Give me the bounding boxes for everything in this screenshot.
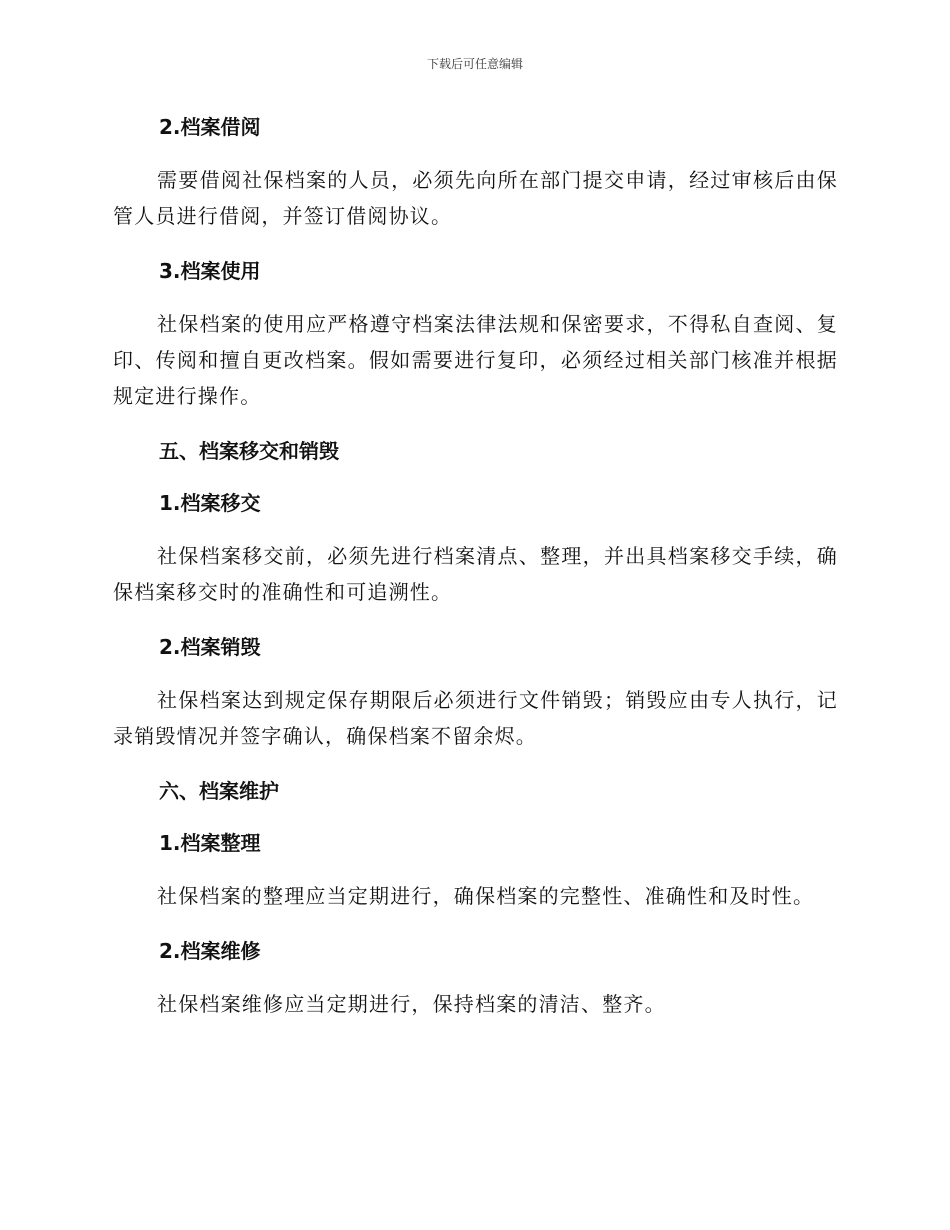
section-paragraph: 社保档案的整理应当定期进行，确保档案的完整性、准确性和及时性。 — [157, 884, 815, 908]
chapter-heading: 五、档案移交和销毁 — [159, 439, 339, 463]
section-heading: 2.档案销毁 — [159, 635, 261, 659]
section-heading: 3.档案使用 — [159, 259, 261, 283]
section-paragraph: 社保档案达到规定保存期限后必须进行文件销毁；销毁应由专人执行，记录销毁情况并签字确认，确保档案不留余烬。 — [113, 688, 838, 748]
section-heading: 1.档案整理 — [159, 831, 261, 855]
section-paragraph: 社保档案移交前，必须先进行档案清点、整理，并出具档案移交手续，确保档案移交时的准确性和可追溯性。 — [113, 544, 838, 604]
page-header: 下载后可任意编辑 — [426, 57, 523, 71]
section-heading: 2.档案借阅 — [159, 115, 261, 139]
section-paragraph: 社保档案维修应当定期进行，保持档案的清洁、整齐。 — [157, 992, 666, 1016]
section-heading: 1.档案移交 — [159, 491, 261, 515]
document-body — [113, 112, 838, 1022]
section-heading: 2.档案维修 — [159, 939, 261, 963]
chapter-heading: 六、档案维护 — [159, 779, 279, 803]
section-paragraph: 需要借阅社保档案的人员，必须先向所在部门提交申请，经过审核后由保管人员进行借阅，并签订借阅协议。 — [113, 168, 838, 228]
section-paragraph: 社保档案的使用应严格遵守档案法律法规和保密要求，不得私自查阅、复印、传阅和擅自更改档案。假如需要进行复印，必须经过相关部门核准并根据规定进行操作。 — [113, 312, 838, 408]
